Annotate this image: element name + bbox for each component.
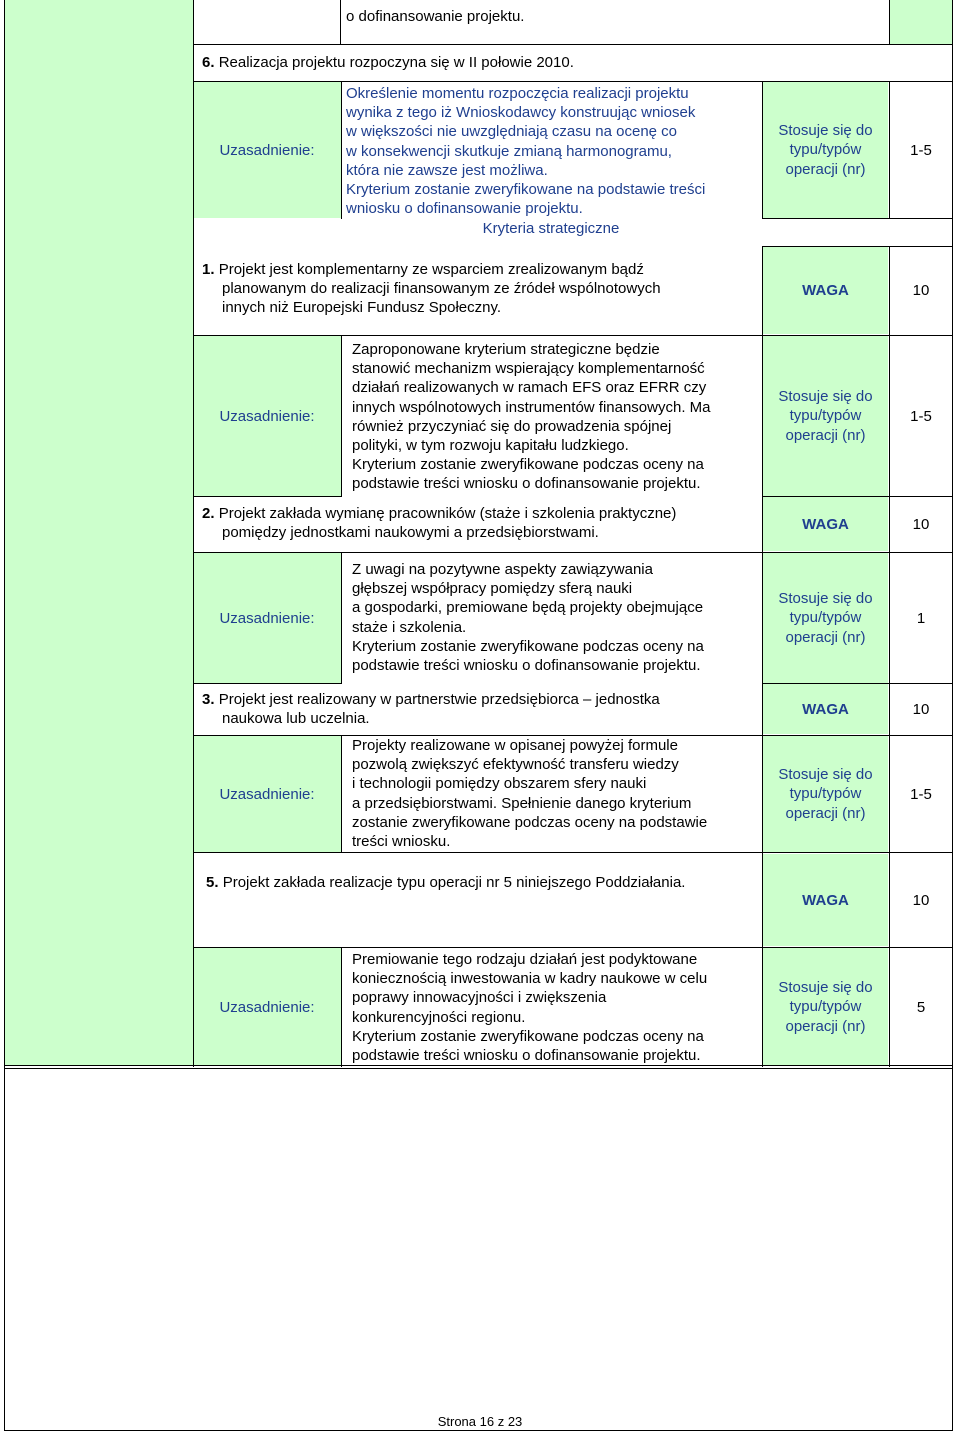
- row-5-applies-cell: Stosuje się do typu/typów operacji (nr): [763, 948, 888, 1066]
- criterion-5-waga-cell: WAGA: [763, 854, 888, 946]
- row-5-text: Premiowanie tego rodzaju działań jest podyktowane koniecznością inwestowania w kadry naukowe w celu poprawy innowacyjności i zwiększenia konkurencyjności regionu. Kryterium zostanie zweryfikowane podczas oceny na podstawie treści wniosku o dofinansowanie projektu.: [352, 951, 708, 1065]
- row-1-label: Uzasadnienie:: [219, 141, 315, 159]
- row-2-label-cell: Uzasadnienie:: [193, 336, 341, 496]
- row-5-value: 5: [916, 998, 926, 1016]
- item-6-text: Realizacja projektu rozpoczyna się w II połowie 2010.: [218, 54, 574, 71]
- row-3-text: Z uwagi na pozytywne aspekty zawiązywania głębszej współpracy pomiędzy sferą nauki a gospodarki, premiowane będą projekty obejmujące staże i szkolenia. Kryterium zostanie zweryfikowane podczas oceny na podstawie treści wniosku o dofinansowanie projektu.: [352, 561, 704, 675]
- row-1-label-cell: [193, 82, 341, 218]
- row-1-applies-cell: Stosuje się do typu/typów operacji (nr): [763, 82, 888, 218]
- criterion-3-waga-cell: WAGA: [763, 684, 888, 734]
- row-2-value: 1-5: [910, 407, 932, 425]
- criterion-1-weight: 10: [912, 281, 930, 299]
- criterion-5: 5. Projekt zakłada realizacje typu operacji nr 5 niniejszego Poddziałania.: [206, 874, 686, 891]
- top-right-cell: [890, 0, 952, 44]
- row-3-applies-cell: Stosuje się do typu/typów operacji (nr): [763, 553, 888, 683]
- row-1-value: 1-5: [910, 141, 932, 159]
- row-1-text: Określenie momentu rozpoczęcia realizacji projektu wynika z tego iż Wnioskodawcy konstruując wniosek w większości nie uwzględniają czasu na ocenę co w konsekwencji skutkuje zmianą harmonogramu, która nie zawsze jest możliwa. Kryterium zostanie zweryfikowane na podstawie treści wniosku o dofinansowanie projektu.: [346, 85, 706, 218]
- page-number: Strona 16 z 23: [437, 1414, 523, 1429]
- left-margin-column: [5, 0, 193, 1066]
- criterion-3: 3. Projekt jest realizowany w partnerstwie przedsiębiorca – jednostka naukowa lub uczelnia.: [202, 691, 660, 728]
- criterion-5-weight: 10: [912, 891, 930, 909]
- criterion-3-weight: 10: [912, 700, 930, 718]
- row-5-label-cell: Uzasadnienie:: [193, 948, 341, 1066]
- row-4-label-cell: Uzasadnienie:: [193, 736, 341, 852]
- row-2-text: Zaproponowane kryterium strategiczne będzie stanowić mechanizm wspierający komplementarność działań realizowanych w ramach EFS oraz EFRR czy innych wspólnotowych instrumentów finansowych. Ma również przyczyniać się do prowadzenia spójnej polityki, w tym rozwoju kapitału ludzkiego. Kryterium zostanie zweryfikowane podczas oceny na podstawie treści wniosku o dofinansowanie projektu.: [352, 341, 711, 493]
- row-4-value: 1-5: [910, 785, 932, 803]
- criterion-1: 1. Projekt jest komplementarny ze wsparciem zrealizowanym bądź planowanym do realizacji finansowanym ze źródeł wspólnotowych innych niż Europejski Fundusz Społeczny.: [202, 261, 661, 317]
- criterion-2: 2. Projekt zakłada wymianę pracowników (staże i szkolenia praktyczne) pomiędzy jednostkami naukowymi a przedsiębiorstwami.: [202, 505, 677, 542]
- row-4-applies-cell: Stosuje się do typu/typów operacji (nr): [763, 736, 888, 852]
- criterion-2-waga-cell: WAGA: [763, 497, 888, 551]
- item-6-number: 6.: [202, 54, 215, 71]
- top-line-text: o dofinansowanie projektu.: [346, 8, 525, 25]
- row-4-text: Projekty realizowane w opisanej powyżej formule pozwolą zwiększyć efektywność transferu wiedzy i technologii pomiędzy obszarem sfery nauki a przedsiębiorstwami. Spełnienie danego kryterium zostanie zweryfikowane podczas oceny na podstawie treści wniosku.: [352, 737, 708, 851]
- criterion-2-weight: 10: [912, 515, 930, 533]
- row-3-label-cell: Uzasadnienie:: [193, 553, 341, 683]
- item-6: [202, 54, 574, 71]
- row-2-applies-cell: Stosuje się do typu/typów operacji (nr): [763, 336, 888, 496]
- section-heading: Kryteria strategiczne: [482, 220, 620, 237]
- criterion-1-waga-cell: WAGA: [763, 246, 888, 334]
- row-3-value: 1: [916, 609, 926, 627]
